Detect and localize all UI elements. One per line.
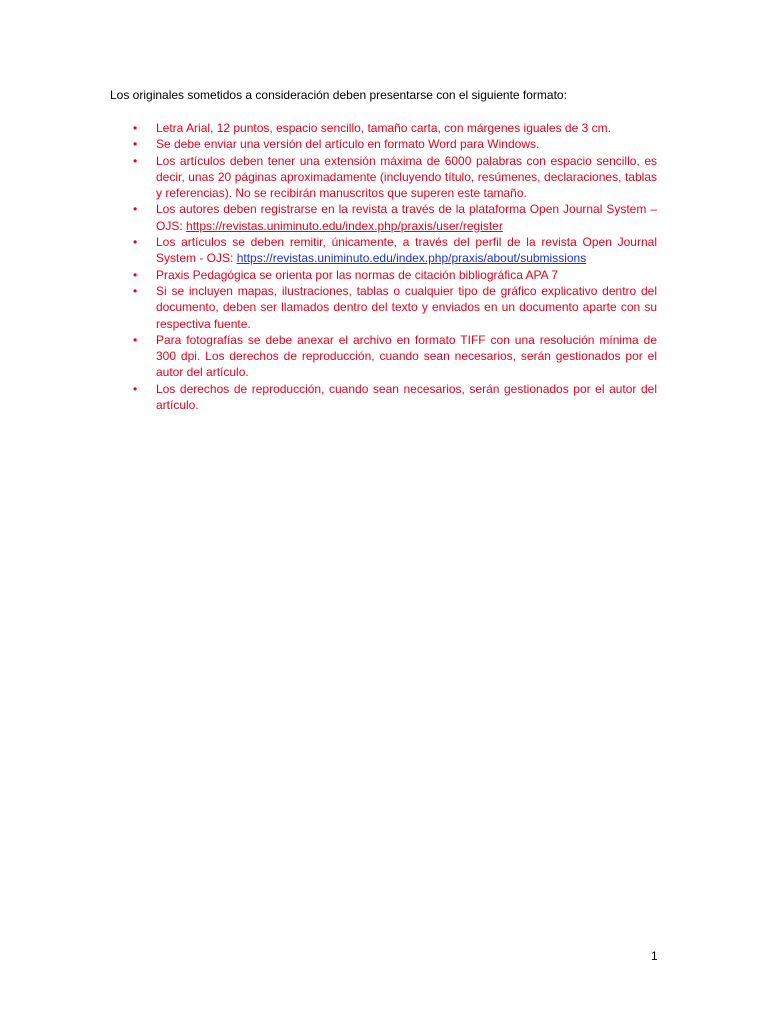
list-item <box>133 153 657 202</box>
submissions-link[interactable]: https://revistas.uniminuto.edu/index.php/praxis/about/submissions <box>236 251 587 266</box>
bullet-icon: • <box>133 381 138 396</box>
list-item <box>133 332 657 381</box>
bullet-icon: • <box>133 235 138 250</box>
requirements-list <box>133 120 657 413</box>
list-item <box>133 136 657 152</box>
list-item-text: Letra Arial, 12 puntos, espacio sencillo, tamaño carta, con márgenes iguales de 3 cm. <box>156 121 611 135</box>
bullet-icon: • <box>133 283 138 298</box>
bullet-icon: • <box>133 267 138 282</box>
list-item <box>133 267 657 283</box>
intro-paragraph: Los originales sometidos a consideración deben presentarse con el siguiente formato: <box>110 88 567 102</box>
list-item <box>133 201 657 234</box>
list-item-text: Los artículos se deben remitir, únicamente, a través del perfil de la revista Open Journal System - OJS: <box>156 235 657 266</box>
bullet-icon: • <box>133 137 138 152</box>
list-item <box>133 283 657 332</box>
list-item-text: Los autores deben registrarse en la revista a través de la plataforma Open Journal System – OJS: <box>156 202 657 233</box>
list-item-text: Los artículos deben tener una extensión máxima de 6000 palabras con espacio sencillo, es decir, unas 20 páginas aproximadamente (incluyendo título, resúmenes, declaraciones, tablas y referencias). No se recibirán manuscritos que superen este tamaño. <box>156 153 657 201</box>
list-item-text: Si se incluyen mapas, ilustraciones, tablas o cualquier tipo de gráfico explicativo dentro del documento, deben ser llamados dentro del texto y enviados en un documento aparte con su respectiva fuente. <box>156 283 657 331</box>
register-link[interactable]: https://revistas.uniminuto.edu/index.php/praxis/user/register <box>186 218 503 233</box>
bullet-icon: • <box>133 153 138 168</box>
list-item <box>133 120 657 136</box>
list-item-text: Los derechos de reproducción, cuando sean necesarios, serán gestionados por el autor del artículo. <box>156 381 657 413</box>
list-item-text: Para fotografías se debe anexar el archivo en formato TIFF con una resolución mínima de 300 dpi. Los derechos de reproducción, cuando sean necesarios, serán gestionados por el autor del artículo. <box>156 332 657 380</box>
list-item <box>133 381 657 414</box>
list-item-text: Se debe enviar una versión del artículo en formato Word para Windows. <box>156 137 540 152</box>
page-number: 1 <box>651 949 658 963</box>
bullet-icon: • <box>133 332 138 347</box>
list-item-text: Praxis Pedagógica se orienta por las normas de citación bibliográfica APA 7 <box>156 267 559 282</box>
bullet-icon: • <box>133 121 138 135</box>
list-item <box>133 234 657 267</box>
bullet-icon: • <box>133 202 138 217</box>
